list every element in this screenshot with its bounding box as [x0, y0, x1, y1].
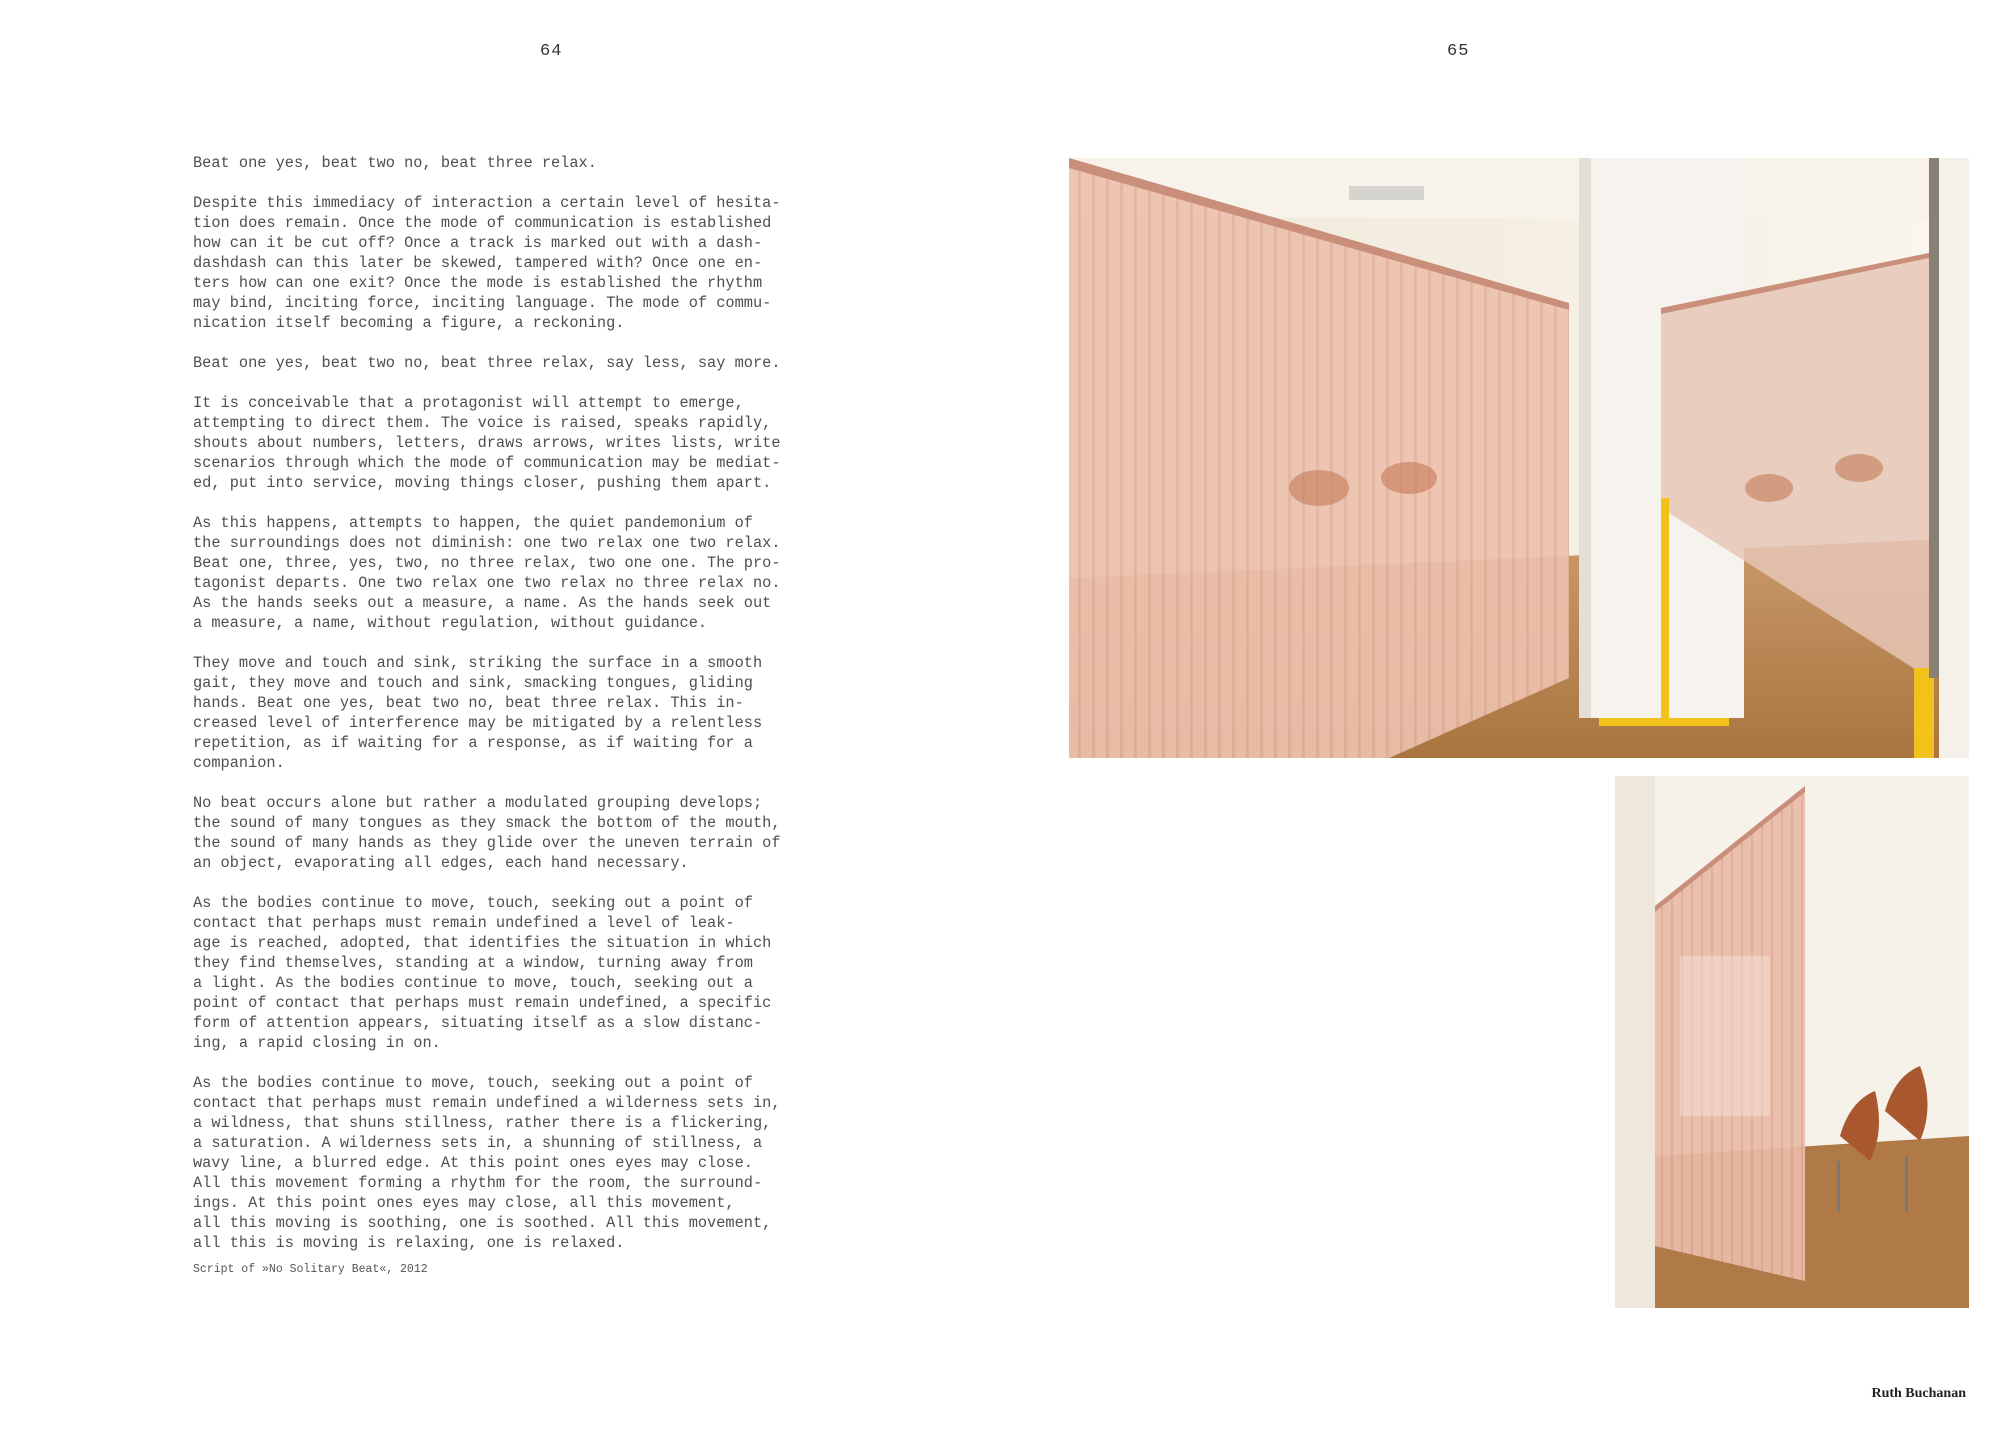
paragraph-3: Beat one yes, beat two no, beat three relax, say less, say more. [193, 354, 781, 372]
paragraph-6: They move and touch and sink, striking the surface in a smooth gait, they move and touch and sink, smacking tongues, gliding hands. Beat one yes, beat two no, beat three relax. This in- creased level of interference may be mitigated by a relentless repetition, as if waiting for a response, as if waiting for a companion. [193, 654, 763, 772]
paragraph-2: Despite this immediacy of interaction a certain level of hesita- tion does remain. Once the mode of communication is established how can it be cut off? Once a track is marked out with a dash- dashdash can this later be skewed, tampered with? Once one en- ters how can one exit? Once the mode is established the rhythm may bind, inciting force, inciting language. The mode of commu- nication itself becoming a figure, a reckoning. [193, 194, 781, 332]
paragraph-1: Beat one yes, beat two no, beat three relax. [193, 154, 597, 172]
author-credit: Ruth Buchanan [1871, 1386, 1966, 1401]
installation-photo-tall [1615, 776, 1969, 1308]
paragraph-9: As the bodies continue to move, touch, seeking out a point of contact that perhaps must remain undefined a wilderness sets in, a wildness, that shuns stillness, rather there is a flickering, a saturation. A wilderness sets in, a shunning of stillness, a wavy line, a blurred edge. At this point ones eyes may close. All this movement forming a rhythm for the room, the surround- ings. At this point ones eyes may close, all this movement, all this moving is soothing, one is soothed. All this movement, all this is moving is relaxing, one is relaxed. [193, 1074, 781, 1252]
paragraph-4: It is conceivable that a protagonist will attempt to emerge, attempting to direct them. The voice is raised, speaks rapidly, shouts about numbers, letters, draws arrows, writes lists, write scenarios through which the mode of communication may be mediat- ed, put into service, moving things closer, pushing them apart. [193, 394, 781, 492]
script-caption: Script of »No Solitary Beat«, 2012 [193, 1263, 428, 1276]
installation-photo-wide [1069, 158, 1969, 758]
paragraph-5: As this happens, attempts to happen, the quiet pandemonium of the surroundings does not diminish: one two relax one two relax. Beat one, three, yes, two, no three relax, two one one. The pro- tagonist departs. One two relax one two relax no three relax no. As the hands seeks out a measure, a name. As the hands seek out a measure, a name, without regulation, without guidance. [193, 514, 781, 632]
page-number-left: 64 [540, 42, 563, 61]
paragraph-7: No beat occurs alone but rather a modulated grouping develops; the sound of many tongues as they smack the bottom of the mouth, the sound of many hands as they glide over the uneven terrain of an object, evaporating all edges, each hand necessary. [193, 794, 781, 872]
paragraph-8: As the bodies continue to move, touch, seeking out a point of contact that perhaps must remain undefined a level of leak- age is reached, adopted, that identifies the situation in which they find themselves, standing at a window, turning away from a light. As the bodies continue to move, touch, seeking out a point of contact that perhaps must remain undefined, a specific form of attention appears, situating itself as a slow distanc- ing, a rapid closing in on. [193, 894, 772, 1052]
script-text-block [193, 153, 813, 1277]
page-number-right: 65 [1447, 42, 1470, 61]
